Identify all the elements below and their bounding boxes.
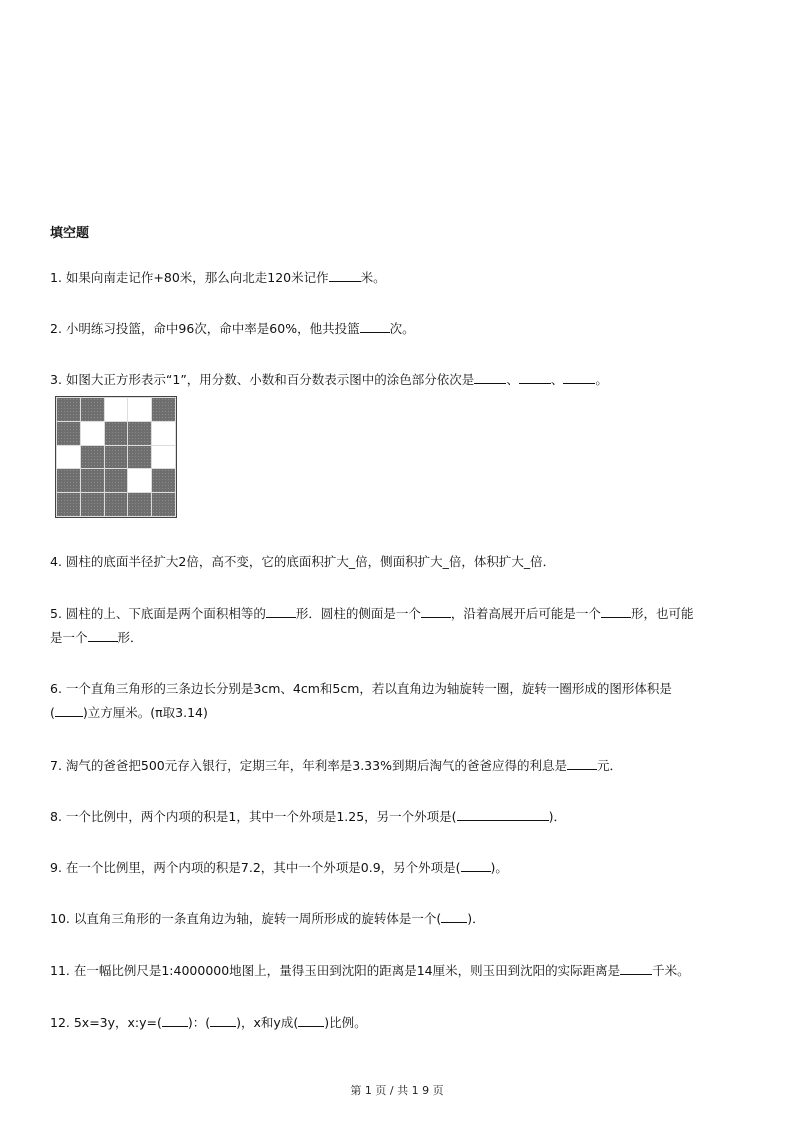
answer-blank[interactable] [329,267,361,282]
grid-cell-blank [81,422,104,445]
page-footer: 第 1 页 / 共 1 9 页 [350,1084,444,1097]
grid-cell-shaded [105,493,128,516]
grid-cell-shaded [81,446,104,469]
grid-cell-blank [152,422,175,445]
question-3: 3. 如图大正方形表示“1”，用分数、小数和百分数表示图中的涂色部分依次是 、 、 。 [50,368,750,392]
grid-cell-blank [128,469,151,492]
answer-blank[interactable] [567,755,597,770]
answer-blank[interactable] [461,857,491,872]
question-10: 10. 以直角三角形的一条直角边为轴，旋转一周所形成的旋转体是一个( )． [50,907,750,931]
grid-cell-blank [57,446,80,469]
question-11: 11. 在一幅比例尺是1:4000000地图上，量得玉田到沈阳的距离是14厘米，则玉田到沈阳的实际距离是 千米。 [50,959,750,983]
answer-blank[interactable] [441,908,467,923]
grid-cell-shaded [152,398,175,421]
question-2: 2. 小明练习投篮，命中96次，命中率是60%，他共投篮 次。 [50,317,750,341]
answer-blank[interactable] [474,369,506,384]
grid-cell-blank [105,398,128,421]
answer-blank[interactable] [88,627,118,642]
grid-cell-shaded [128,422,151,445]
answer-blank[interactable] [360,318,390,333]
question-7: 7. 淘气的爸爸把500元存入银行，定期三年，年利率是3.33%到期后淘气的爸爸应得的利息是 元． [50,754,750,778]
grid-cell-shaded [128,446,151,469]
grid-cell-blank [152,446,175,469]
answer-blank[interactable] [162,1012,188,1027]
answer-blank[interactable] [55,702,83,717]
answer-blank[interactable] [519,369,551,384]
answer-blank[interactable] [457,806,549,821]
grid-cell-shaded [152,469,175,492]
shaded-square-grid [55,396,177,518]
grid-cell-shaded [105,422,128,445]
question-12: 12. 5x=3y，x:y=( )：( )，x和y成( )比例。 [50,1011,750,1035]
grid-cell-shaded [57,493,80,516]
question-8: 8. 一个比例中，两个内项的积是1，其中一个外项是1.25，另一个外项是( )． [50,805,750,829]
question-5: 5. 圆柱的上、下底面是两个面积相等的 形．圆柱的侧面是一个 ，沿着高展开后可能是一个 形，也可能 是一个 形． [50,602,750,650]
grid-cell-shaded [81,493,104,516]
answer-blank[interactable] [298,1012,324,1027]
grid-cell-shaded [105,469,128,492]
grid-cell-shaded [105,446,128,469]
grid-cell-shaded [128,493,151,516]
grid-cell-shaded [57,398,80,421]
answer-blank[interactable] [601,603,631,618]
section-heading: 填空题 [50,226,90,241]
question-9: 9. 在一个比例里，两个内项的积是7.2，其中一个外项是0.9，另个外项是( )。 [50,856,750,880]
grid-cell-shaded [152,493,175,516]
question-4: 4. 圆柱的底面半径扩大2倍，高不变，它的底面积扩大_倍，侧面积扩大_倍，体积扩大_倍． [50,554,556,569]
grid-cell-shaded [57,469,80,492]
answer-blank[interactable] [266,603,296,618]
question-1: 1. 如果向南走记作+80米，那么向北走120米记作 米。 [50,266,750,290]
answer-blank[interactable] [563,369,595,384]
grid-cell-shaded [81,469,104,492]
grid-cell-shaded [57,422,80,445]
question-6: 6. 一个直角三角形的三条边长分别是3cm、4cm和5cm，若以直角边为轴旋转一圈，旋转一圈形成的图形体积是 ( )立方厘米。(π取3.14) [50,681,672,720]
grid-cell-shaded [81,398,104,421]
grid-cell-blank [128,398,151,421]
answer-blank[interactable] [620,960,652,975]
answer-blank[interactable] [210,1012,236,1027]
answer-blank[interactable] [421,603,451,618]
